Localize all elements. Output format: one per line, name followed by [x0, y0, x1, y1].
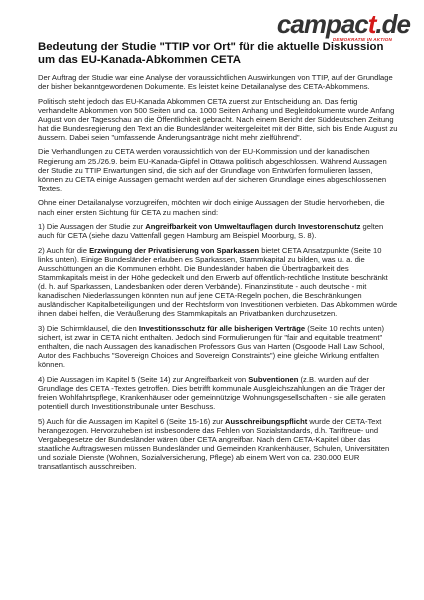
logo-accent-letter: t [367, 9, 376, 39]
negotiations-paragraph: Die Verhandlungen zu CETA werden voraussichtlich von der EU-Kommission und der kanadischen Regierung am 25./26.9. beim EU-Kanada-Gipfel in Ottawa politisch abgeschlossen. Während Aussagen der Studie zu TTIP Erwartungen sind, die sich auf der Grundlage von Entwürfen formulieren lassen, können zu CETA einige Aussagen gemacht werden auf der sicheren Grundlage eines abgeschlossenen Textes. [38, 147, 387, 193]
intro-paragraph: Der Auftrag der Studie war eine Analyse der voraussichtlichen Auswirkungen von TTIP, auf der Grundlage der bisher bekanntgewordenen Dokumente. Es leistet keine Detailanalyse des CETA-Abkommens. [38, 72, 393, 91]
point-5-emphasis: Ausschreibungspflicht [225, 416, 308, 426]
point-1: 1) Die Aussagen der Studie zur Angreifbarkeit von Umweltauflagen durch Investorenschutz gelten auch für CETA (siehe dazu Vattenfall gegen Hamburg am Beispiel Moorburg, S. 8). [38, 222, 384, 241]
document-title: Bedeutung der Studie "TTIP vor Ort" für die aktuelle Diskussion um das EU-Kanada-Abkommen CETA [38, 41, 384, 67]
lead-in-paragraph: Ohne einer Detailanalyse vorzugreifen, möchten wir doch einige Aussagen der Studie hervorheben, die nach einer ersten Sichtung für CETA zu machen sind: [38, 198, 385, 217]
logo-tagline: DEMOKRATIE IN AKTION [332, 37, 392, 42]
point-3-emphasis: Investitionsschutz für alle bisherigen Verträge [138, 324, 306, 334]
point-1-emphasis: Angreifbarkeit von Umweltauflagen durch Investorenschutz [145, 222, 361, 232]
point-5: 5) Auch für die Aussagen im Kapitel 6 (Seite 15-16) zur Ausschreibungspflicht wurde der CETA-Text herangezogen. Hervorzuheben ist insbesondere das Fehlen von Sozialstandards, d.h. Tariftreue- und Vergabegesetze der Bundesländer wären über CETA angreifbar. Nach dem CETA-Kapitel über das staatliche Auftragswesen müssen Bundesländer und Gemeinden Krankenhäuser, Schulen, Universitäten und soziale Dienste (Wohnen, Sozialversicherung, Pflege) ab einem Wert von ca. 230.000 EUR transatlantisch ausschreiben. [38, 416, 390, 472]
document-body [38, 41, 398, 477]
logo-wordmark: campact.de [276, 9, 410, 39]
point-2: 2) Auch für die Erzwingung der Privatisierung von Sparkassen bietet CETA Ansatzpunkte (Seite 10 links unten). Einige Bundesländer erlauben es Sparkassen, Stammkapital zu bilden, was u. a. die Ausschüttungen an die Kommunen erhöht. Die Bundesländer haben die Übertragbarkeit des Stammkapitals meist in der Höhe gedeckelt und den Erwerb auf öffentlich-rechtliche Institute beschränkt (d. h. auf Sparkassen, Landesbanken oder deren Verbände). Finanzinstitute - auch deutsche - mit kanadischen Niederlassungen könnten nun auf jene CETA-Regeln pochen, die Beschränkungen ausländischer Kapitalbeteiligungen und der Rechtsform von Investitionen verbieten. Das Abkommen würde ihnen dabei helfen, die Veräußerung des Stammkapitals an Privatbanken durchzusetzen. [38, 245, 398, 319]
context-paragraph: Politisch steht jedoch das EU-Kanada Abkommen CETA zuerst zur Entscheidung an. Das fertig verhandelte Abkommen von 500 Seiten und ca. 1000 Seiten Anhang und Begleitdokumente wurde Anfang August von der Tagesschau an die Öffentlichkeit gebracht. Nach einem Bericht der Süddeutschen Zeitung hat die Bundesregierung den Text an die Bundesländer weitergeleitet mit der Bitte, sich bis Ende August zu äussern. Dabei seien "umfassende Änderungsanträge nicht mehr zielführend". [38, 96, 398, 142]
point-3: 3) Die Schirmklausel, die den Investitionsschutz für alle bisherigen Verträge (Seite 10 rechts unten) sichert, ist zwar in CETA nicht enthalten. Jedoch sind Formulierungen für "fair and equitable treatment" enthalten, die nach Aussagen des kanadischen Professors Gus van Harten (Osgoode Hall Law School, Autor des Fachbuchs "Sovereign Choices and Sovereign Constraints") eine gleiche Wirkung entfalten können. [38, 324, 385, 370]
point-4: 4) Die Aussagen im Kapitel 5 (Seite 14) zur Angreifbarkeit von Subventionen (z.B. wurden auf der Grundlage des CETA -Textes getroffen. Dies betrifft kommunale Ausgleichszahlungen an die Träger der freien Wohlfahrtspflege, Krankenhäuser oder gemeinnützige Wohnungsgesellschaften - sie alle geraten potentiell durch Investitionstribunale unter Beschuss. [38, 375, 386, 412]
point-2-emphasis: Erzwingung der Privatisierung von Sparkassen [89, 245, 260, 255]
point-4-emphasis: Subventionen [248, 375, 299, 385]
